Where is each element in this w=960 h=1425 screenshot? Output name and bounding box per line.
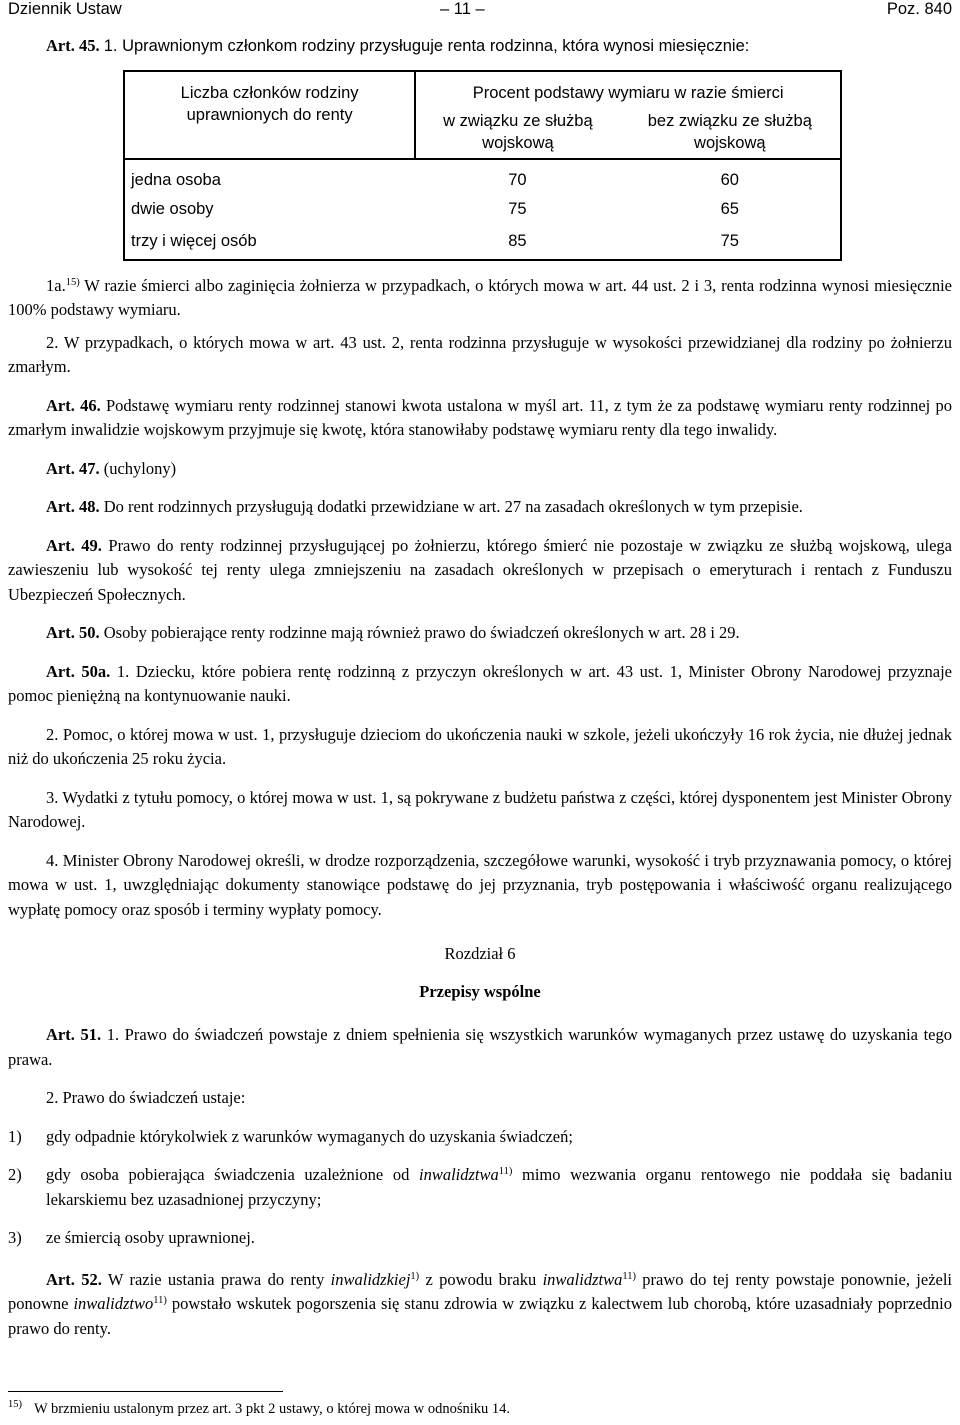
table-header-no-service: bez związku ze służbą wojskową (620, 109, 841, 159)
footnote-separator (8, 1391, 283, 1392)
art47: Art. 47. (uchylony) (46, 458, 177, 478)
table-header-percent: Procent podstawy wymiaru w razie śmierci (415, 71, 841, 109)
table-row: dwie osoby 75 65 (124, 191, 841, 223)
chapter-number: Rozdział 6 (444, 944, 516, 963)
footnote: $^{15)}$ W brzmieniu ustalonym przez art. 3 pkt 2 ustawy, o której mowa w odnośniku 14. (8, 1399, 510, 1417)
art50a-paragraph-4: 4. Minister Obrony Narodowej określi, w drodze rozporządzenia, szczegółowe warunki, wysokość i tryb przyznawania pomocy, o której mowa w ust. 1, uwzględniając dokumenty stanowiące podstawę do jej przyznania, tryb postępowania i właściwość organu realizującego wypłatę pomocy oraz sposób i terminy wypłaty pomocy. (8, 850, 952, 919)
art45-paragraph-2: 2. W przypadkach, o których mowa w art. 43 ust. 2, renta rodzinna przysługuje w wysokości przewidzianej dla rodziny po żołnierzu zmarłym. (8, 332, 952, 376)
document-body (8, 34, 952, 1341)
page-number: – 11 – (440, 0, 485, 18)
art46: Art. 46. Podstawę wymiaru renty rodzinnej stanowi kwota ustalona w myśl art. 11, z tym że za podstawę wymiaru renty rodzinnej po zmarłym inwalidzie wojskowym przyjmuje się kwotę, która stanowiłaby podstawę wymiaru renty dla tego inwalidy. (8, 395, 952, 439)
art51-paragraph-2: 2. Prawo do świadczeń ustaje: (46, 1088, 246, 1107)
footnote-ref: 11) (622, 1270, 636, 1282)
position-number: Poz. 840 (886, 0, 952, 18)
page-header (8, 0, 952, 20)
chapter-title: Przepisy wspólne (419, 981, 541, 1001)
art50a-paragraph-1: Art. 50a. 1. Dziecku, które pobiera rentę rodzinną z przyczyn określonych w art. 43 ust. 1, Minister Obrony Narodowej przyznaje pomoc pieniężną na kontynuowanie nauki. (8, 661, 952, 705)
art45-intro: Art. 45. 1. Uprawnionym członkom rodziny przysługuje renta rodzinna, która wynosi miesięcznie: (46, 36, 750, 55)
table-row: trzy i więcej osób 85 75 (124, 223, 841, 260)
art45-label: Art. 45. (46, 36, 100, 55)
list-item: 3) ze śmiercią osoby uprawnionej. (8, 1228, 255, 1247)
list-item: 1) gdy odpadnie którykolwiek z warunków wymaganych do uzyskania świadczeń; (8, 1126, 573, 1146)
footnote-ref: 1) (410, 1270, 420, 1282)
art52: Art. 52. W razie ustania prawa do renty inwalidzkiej$^{1)}$ z powodu braku inwalidztwa$^{11)}$ prawo do tej renty powstaje ponownie, jeżeli ponowne inwalidztwo$^{11)}$ powstało wskutek pogorszenia się stanu zdrowia w związku z kalectwem lub chorobą, które uzasadniały poprzednio prawo do renty. (8, 1269, 953, 1338)
table-header-members: Liczba członków rodziny uprawnionych do renty (124, 71, 415, 159)
journal-title: Dziennik Ustaw (8, 0, 122, 18)
art48: Art. 48. Do rent rodzinnych przysługują dodatki przewidziane w art. 27 na zasadach określonych w tym przepisie. (46, 497, 803, 516)
art45-paragraph-1a: 1a.$^{15)}$ W razie śmierci albo zaginięcia żołnierza w przypadkach, o których mowa w art. 44 ust. 2 i 3, renta rodzinna wynosi miesięcznie 100% podstawy wymiaru. (8, 275, 952, 319)
art49: Art. 49. Prawo do renty rodzinnej przysługującej po żołnierzu, którego śmierć nie pozostaje w związku ze służbą wojskową, ulega zawieszeniu lub wysokość tej renty ulega zmniejszeniu na zasadach określonych w przepisach o emeryturach i rentach z Funduszu Ubezpieczeń Społecznych. (8, 535, 952, 604)
rent-table (123, 70, 842, 261)
list-item: 2) gdy osoba pobierająca świadczenia uzależnione od inwalidztwa$^{11)}$ mimo wezwania organu rentowego nie poddała się badaniu lekarskiemu bez uzasadnionej przyczyny; (8, 1165, 953, 1209)
footnote-text: W brzmieniu ustalonym przez art. 3 pkt 2 ustawy, o której mowa w odnośniku 14. (34, 1401, 510, 1417)
footnote-ref: 11) (498, 1166, 513, 1177)
footnote-ref: 15) (65, 276, 80, 288)
art50a-paragraph-3: 3. Wydatki z tytułu pomocy, o której mowa w ust. 1, są pokrywane z budżetu państwa z części, której dysponentem jest Minister Obrony Narodowej. (8, 787, 952, 831)
art50: Art. 50. Osoby pobierające renty rodzinne mają również prawo do świadczeń określonych w art. 28 i 29. (46, 623, 740, 642)
art51-paragraph-1: Art. 51. 1. Prawo do świadczeń powstaje z dniem spełnienia się wszystkich warunków wymaganych przez ustawę do uzyskania tego prawa. (8, 1025, 952, 1069)
table-header-service: w związku ze służbą wojskową (415, 109, 619, 159)
art50a-paragraph-2: 2. Pomoc, o której mowa w ust. 1, przysługuje dzieciom do ukończenia nauki w szkole, jeżeli ukończyły 16 rok życia, nie dłużej jednak niż do ukończenia 25 roku życia. (8, 724, 952, 768)
table-row: jedna osoba 70 60 (124, 159, 841, 191)
footnote-ref: 11) (153, 1295, 167, 1306)
